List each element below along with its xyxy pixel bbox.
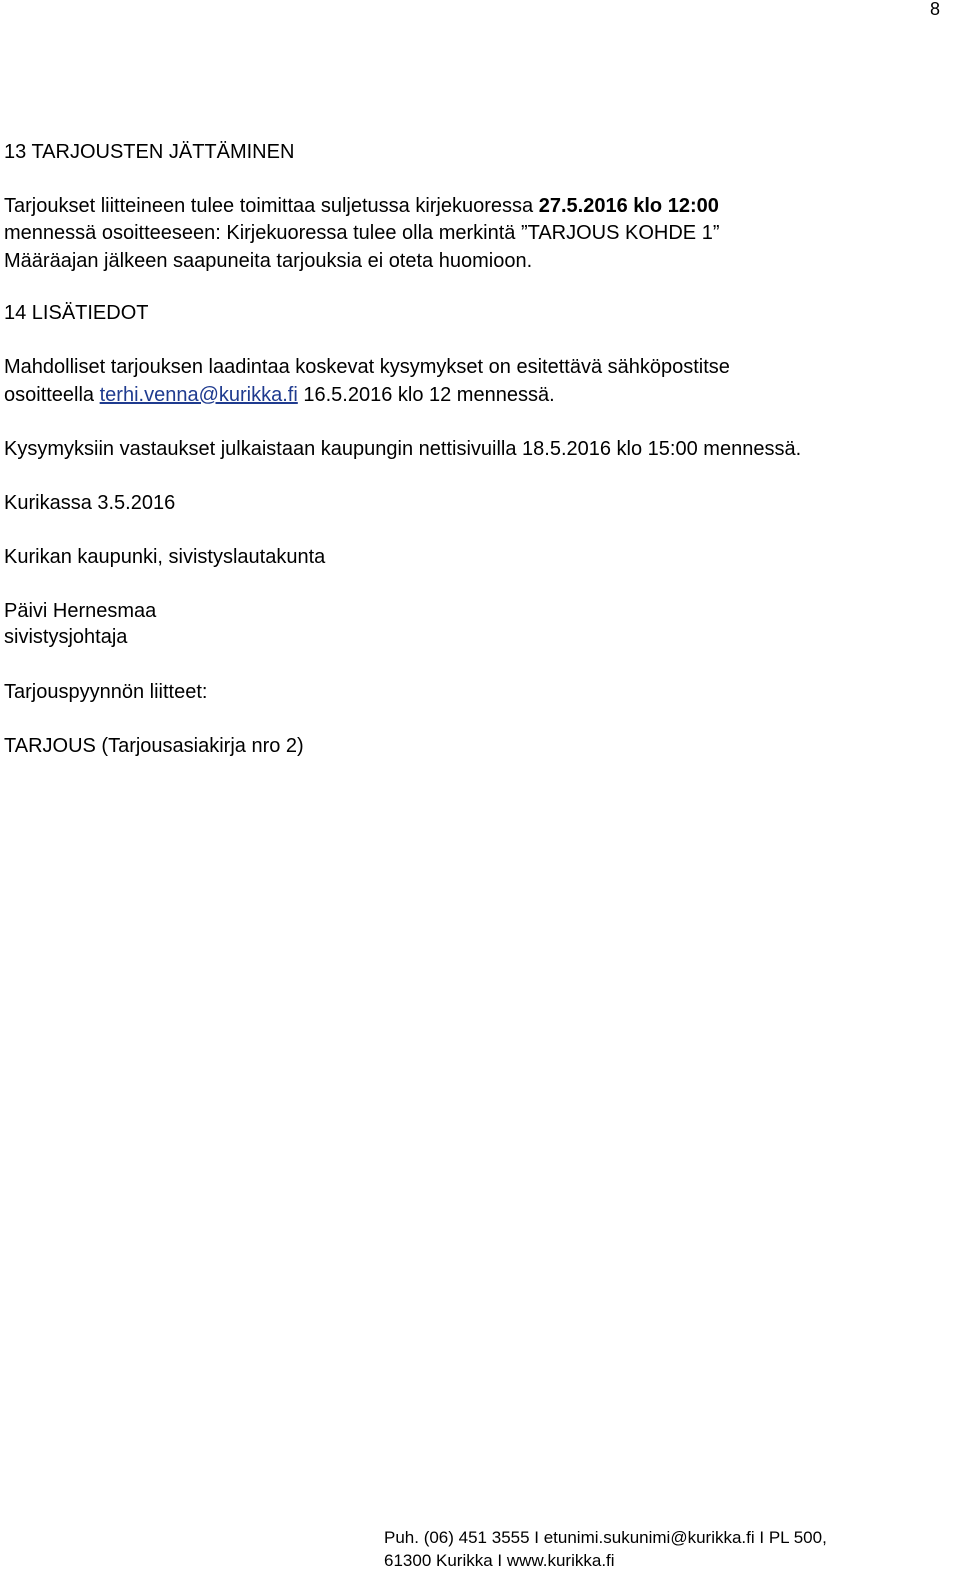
footer-contact-line-1: Puh. (06) 451 3555 I etunimi.sukunimi@kurikka.fi I PL 500, bbox=[384, 1528, 827, 1547]
email-prefix-text: osoitteella bbox=[4, 384, 100, 406]
submission-deadline: 27.5.2016 klo 12:00 bbox=[538, 195, 719, 217]
section-14-paragraph-line-2 bbox=[4, 382, 555, 408]
section-14-answers-paragraph: Kysymyksiin vastaukset julkaistaan kaupungin nettisivuilla 18.5.2016 klo 15:00 mennessä. bbox=[4, 438, 802, 460]
section-14-paragraph-line-1: Mahdolliset tarjouksen laadintaa koskevat kysymykset on esitettävä sähköpostitse bbox=[4, 356, 730, 378]
place-date: Kurikassa 3.5.2016 bbox=[4, 492, 176, 514]
section-13-paragraph-line-1 bbox=[4, 193, 719, 219]
attachments-heading: Tarjouspyynnön liitteet: bbox=[4, 681, 208, 703]
contact-email-link[interactable]: terhi.venna@kurikka.fi bbox=[99, 384, 298, 406]
submission-instruction-text: Tarjoukset liitteineen tulee toimittaa suljetussa kirjekuoressa bbox=[4, 195, 539, 217]
section-13-paragraph-line-2: mennessä osoitteeseen: Kirjekuoressa tulee olla merkintä ”TARJOUS KOHDE 1” bbox=[4, 222, 720, 244]
section-13-paragraph-line-3: Määräajan jälkeen saapuneita tarjouksia ei oteta huomioon. bbox=[4, 250, 533, 272]
attachment-item: TARJOUS (Tarjousasiakirja nro 2) bbox=[4, 735, 304, 757]
organization: Kurikan kaupunki, sivistyslautakunta bbox=[4, 546, 326, 568]
page-number: 8 bbox=[929, 0, 940, 19]
section-13-heading: 13 TARJOUSTEN JÄTTÄMINEN bbox=[4, 141, 295, 163]
question-deadline-text: 16.5.2016 klo 12 mennessä. bbox=[297, 384, 555, 406]
footer-contact-line-2: 61300 Kurikka I www.kurikka.fi bbox=[384, 1551, 615, 1570]
signer-title: sivistysjohtaja bbox=[4, 626, 128, 648]
signer-name: Päivi Hernesmaa bbox=[4, 600, 157, 622]
section-14-heading: 14 LISÄTIEDOT bbox=[4, 302, 149, 324]
